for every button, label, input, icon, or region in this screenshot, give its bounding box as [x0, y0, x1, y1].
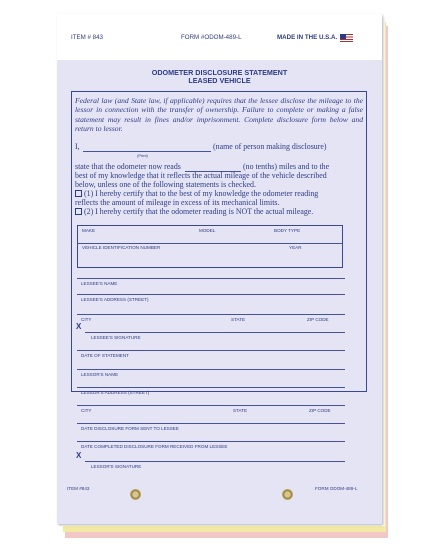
vin-label: VEHICLE IDENTIFICATION NUMBER	[82, 245, 161, 250]
year-label: YEAR	[289, 245, 302, 250]
lessor-city-label: CITY	[81, 408, 92, 413]
form-number: FORM #ODOM-489-L	[181, 34, 242, 41]
footer-form: FORM ODOM-489-L	[315, 486, 358, 491]
lessee-address-line[interactable]	[77, 294, 345, 295]
lessor-zip-label: ZIP CODE	[309, 408, 331, 413]
us-flag-icon	[340, 34, 353, 42]
disclosure-name-line[interactable]	[83, 151, 211, 152]
statement-check-2	[75, 207, 313, 216]
print-caption: (Print)	[137, 153, 148, 158]
lessee-state-label: STATE	[231, 317, 246, 322]
lessor-city-line[interactable]	[77, 405, 345, 406]
checkbox-1[interactable]	[75, 190, 82, 197]
date-statement-label: DATE OF STATEMENT	[81, 353, 129, 358]
check2-text: (2) I hereby certify that the odometer reading is NOT the actual mileage.	[84, 207, 314, 216]
statement-i: I,	[75, 142, 80, 151]
odometer-form	[57, 14, 382, 524]
lessee-name-label: LESSEE'S NAME	[81, 281, 118, 286]
checkbox-2[interactable]	[75, 208, 82, 215]
binding-hole-left	[130, 489, 141, 500]
statement-check-1	[75, 189, 318, 198]
lessee-city-label: CITY	[81, 317, 92, 322]
lessor-address-line[interactable]	[77, 387, 345, 388]
lessee-address-label: LESSEE'S ADDRESS (STREET)	[81, 297, 149, 302]
date-statement-line[interactable]	[77, 350, 345, 351]
date-sent-label: DATE DISCLOSURE FORM SENT TO LESSEE	[81, 426, 179, 431]
lessor-name-line[interactable]	[77, 369, 345, 370]
lessee-signature-line[interactable]	[85, 332, 345, 333]
lessor-signature-line[interactable]	[85, 461, 345, 462]
form-header	[57, 14, 382, 60]
form-subtitle: LEASED VEHICLE	[188, 76, 251, 85]
date-received-line[interactable]	[77, 441, 345, 442]
check1-text: (1) I hereby certify that to the best of my knowledge the odometer reading	[84, 189, 319, 198]
date-received-label: DATE COMPLETED DISCLOSURE FORM RECEIVED FROM LESSEE	[81, 444, 228, 449]
name-caption: (name of person making disclosure)	[213, 142, 327, 151]
lessee-city-line[interactable]	[77, 314, 345, 315]
lessee-sign-x: X	[76, 322, 82, 331]
federal-law-notice: Federal law (and State law, if applicable) requires that the lessee disclose the mileage to the lessor in connection with the transfer of ownership. Failure to complete or making a false statement may result in fines and/or imprisonment. Complete disclosure form below and return to lessor.	[75, 96, 363, 133]
body-type-label: BODY TYPE	[274, 228, 301, 233]
item-number: ITEM # 843	[71, 34, 103, 41]
lessee-name-line[interactable]	[77, 278, 345, 279]
form-title: ODOMETER DISCLOSURE STATEMENT	[151, 68, 288, 77]
footer-item: ITEM #843	[67, 486, 90, 491]
statement-line-3: best of my knowledge that it reflects the actual mileage of the vehicle described	[75, 171, 327, 180]
make-label: MAKE	[82, 228, 96, 233]
odometer-reads-text: state that the odometer now reads	[75, 162, 181, 171]
date-sent-line[interactable]	[77, 423, 345, 424]
lessor-address-label: LESSOR'S ADDRESS (STREET)	[81, 390, 150, 395]
lessor-state-label: STATE	[233, 408, 248, 413]
lessor-name-label: LESSOR'S NAME	[81, 372, 119, 377]
statement-line-4: below, unless one of the following statements is checked.	[75, 180, 256, 189]
binding-hole-right	[282, 489, 293, 500]
model-label: MODEL	[199, 228, 216, 233]
check1-text-continued: reflects the amount of mileage in excess of its mechanical limits.	[75, 198, 280, 207]
lessee-zip-label: ZIP CODE	[307, 317, 329, 322]
lessor-signature-label: LESSOR'S SIGNATURE	[91, 464, 142, 469]
lessor-sign-x: X	[76, 451, 82, 460]
no-tenths-text: (no tenths) miles and to the	[243, 162, 330, 171]
vehicle-divider	[77, 243, 343, 244]
made-in-usa: MADE IN THE U.S.A.	[277, 34, 338, 41]
lessee-signature-label: LESSEE'S SIGNATURE	[91, 335, 141, 340]
